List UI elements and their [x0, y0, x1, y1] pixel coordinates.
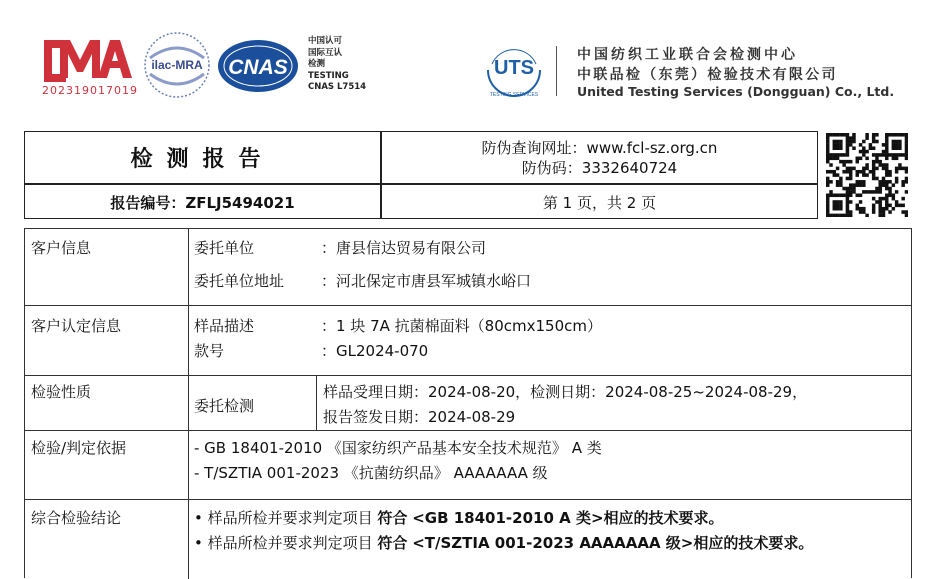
cnas-line: CNAS L7514 [308, 82, 367, 92]
client-info-label: 客户信息 [31, 239, 92, 257]
sample-desc-label: 样品描述 [194, 317, 255, 335]
basis-line-2: - T/SZTIA 001-2023 《抗菌纺织品》 AAAAAAA 级 [194, 464, 548, 482]
conclusion-label: 综合检验结论 [31, 509, 122, 527]
conclusion-result: 符合 [377, 534, 408, 552]
cma-number: 202319017019 [42, 84, 138, 97]
cnas-logo [216, 38, 300, 94]
basis-label: 检验/判定依据 [31, 439, 127, 457]
client-address-label: 委托单位地址 [194, 272, 285, 290]
cma-logo [40, 34, 136, 84]
conclusion-line-2 [194, 532, 813, 553]
client-address-value: ：河北保定市唐县军城镇水峪口 [321, 272, 532, 290]
company-cn-name-2: 中联品检（东莞）检验技术有限公司 [577, 67, 838, 83]
report-number-value: ZFLJ5494021 [185, 194, 295, 212]
cnas-line: 国际互认 [308, 47, 343, 58]
report-number [25, 192, 380, 213]
client-unit-value: ：唐县信达贸易有限公司 [321, 239, 487, 257]
cnas-line: 中国认可 [308, 36, 343, 46]
uts-label: UTS [494, 57, 534, 79]
company-cn-name-1: 中国纺织工业联合会检测中心 [577, 47, 798, 63]
report-header-table [24, 131, 818, 219]
cnas-accreditation-text [308, 36, 366, 94]
conclusion-prefix: • 样品所检并要求判定项目 [194, 509, 373, 527]
verify-code: 防伪码：3332640724 [521, 159, 678, 177]
ilac-label: ilac-MRA [151, 58, 203, 72]
header-divider [556, 46, 557, 96]
uts-logo [480, 38, 548, 102]
conclusion-standard: <GB 18401-2010 A 类>相应的技术要求。 [412, 509, 724, 527]
dates-line-2: 报告签发日期：2024-08-29 [323, 408, 516, 426]
conclusion-prefix: • 样品所检并要求判定项目 [194, 534, 373, 552]
nature-label: 检验性质 [31, 383, 92, 401]
conclusion-line-1 [194, 507, 724, 528]
verify-url: 防伪查询网址：www.fcl-sz.org.cn [481, 139, 718, 157]
client-confirm-label: 客户认定信息 [31, 317, 122, 335]
dates-line-1: 样品受理日期：2024-08-20，检测日期：2024-08-25~2024-08-29， [323, 383, 808, 401]
conclusion-result: 符合 [377, 509, 408, 527]
verification-info [382, 138, 817, 178]
company-en-name: United Testing Services (Dongguan) Co., Ltd. [577, 84, 895, 99]
nature-type: 委托检测 [194, 397, 255, 415]
sample-desc-value: ：1 块 7A 抗菌棉面料（80cmx150cm） [321, 317, 602, 335]
ilac-mra-logo [140, 30, 214, 100]
report-title: 检测报告 [130, 147, 275, 172]
report-number-label: 报告编号： [110, 194, 186, 212]
cnas-label: CNAS [228, 56, 288, 79]
style-no-value: ：GL2024-070 [321, 342, 429, 360]
client-unit-label: 委托单位 [194, 239, 255, 257]
info-table [24, 228, 912, 578]
cnas-line: TESTING [308, 70, 349, 81]
qr-code [826, 133, 908, 217]
cnas-line: 检测 [308, 59, 326, 69]
uts-ring-text: TESTING SERVICES [489, 92, 539, 98]
conclusion-standard: <T/SZTIA 001-2023 AAAAAAA 级>相应的技术要求。 [412, 534, 814, 552]
company-name [577, 44, 894, 99]
page-info: 第 1 页，共 2 页 [542, 194, 657, 212]
style-no-label: 款号 [194, 342, 225, 360]
basis-line-1: - GB 18401-2010 《国家纺织产品基本安全技术规范》 A 类 [194, 439, 602, 457]
